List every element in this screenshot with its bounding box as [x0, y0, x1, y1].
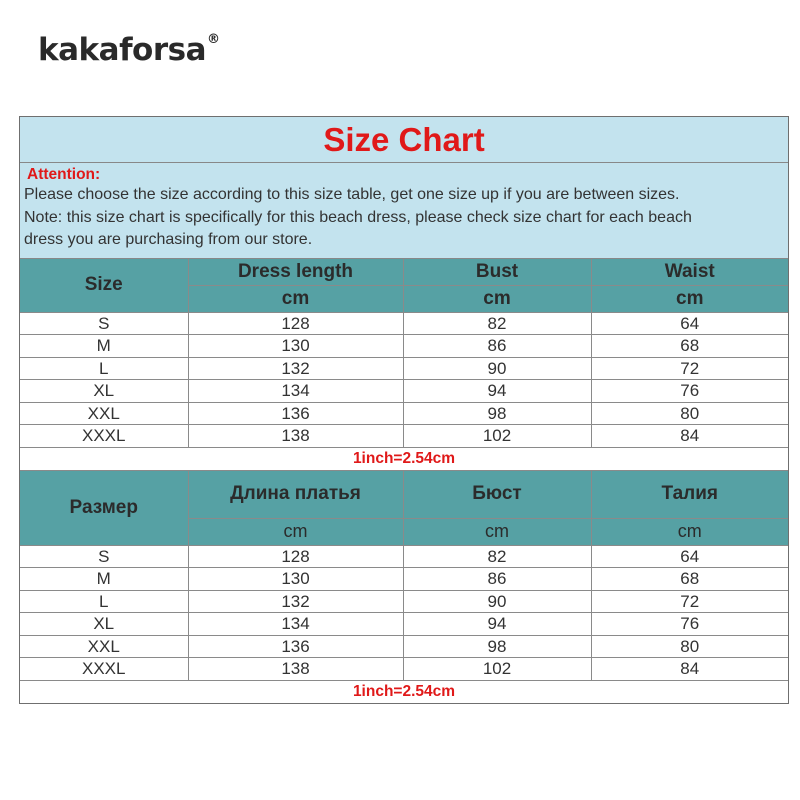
- size-cell: L: [20, 357, 188, 380]
- size-cell: S: [20, 312, 188, 335]
- unit-cell: cm: [403, 285, 591, 312]
- waist-cell: 80: [591, 402, 788, 425]
- length-cell: 136: [188, 635, 403, 658]
- table-row: [20, 658, 788, 681]
- size-cell: XL: [20, 380, 188, 403]
- header-waist: Талия: [591, 471, 788, 519]
- unit-cell: cm: [403, 518, 591, 545]
- attention-line: dress you are purchasing from our store.: [24, 231, 313, 248]
- table-row: [20, 357, 788, 380]
- waist-cell: 80: [591, 635, 788, 658]
- table-row: [20, 335, 788, 358]
- bust-cell: 94: [403, 613, 591, 636]
- size-cell: S: [20, 545, 188, 568]
- table-row: [20, 402, 788, 425]
- bust-cell: 86: [403, 568, 591, 591]
- waist-cell: 76: [591, 613, 788, 636]
- length-cell: 128: [188, 545, 403, 568]
- unit-cell: cm: [188, 285, 403, 312]
- unit-cell: cm: [591, 285, 788, 312]
- size-cell: XL: [20, 613, 188, 636]
- length-cell: 132: [188, 590, 403, 613]
- header-size: Size: [20, 259, 188, 313]
- bust-cell: 98: [403, 635, 591, 658]
- waist-cell: 68: [591, 568, 788, 591]
- size-cell: XXL: [20, 635, 188, 658]
- length-cell: 134: [188, 380, 403, 403]
- size-table-english: [20, 259, 788, 471]
- header-waist: Waist: [591, 259, 788, 286]
- size-cell: XXL: [20, 402, 188, 425]
- registered-mark: ®: [207, 31, 220, 47]
- attention-notice: [20, 163, 788, 259]
- length-cell: 132: [188, 357, 403, 380]
- bust-cell: 90: [403, 357, 591, 380]
- header-size: Размер: [20, 471, 188, 546]
- unit-cell: cm: [591, 518, 788, 545]
- bust-cell: 102: [403, 425, 591, 448]
- bust-cell: 98: [403, 402, 591, 425]
- size-cell: L: [20, 590, 188, 613]
- waist-cell: 68: [591, 335, 788, 358]
- size-chart: [19, 116, 789, 704]
- waist-cell: 84: [591, 425, 788, 448]
- bust-cell: 102: [403, 658, 591, 681]
- unit-cell: cm: [188, 518, 403, 545]
- table-row: [20, 568, 788, 591]
- size-table-russian: [20, 471, 788, 703]
- table-row: [20, 380, 788, 403]
- size-chart-title-bar: [20, 117, 788, 163]
- bust-cell: 94: [403, 380, 591, 403]
- waist-cell: 72: [591, 590, 788, 613]
- header-dress-length: Длина платья: [188, 471, 403, 519]
- size-cell: XXXL: [20, 658, 188, 681]
- length-cell: 130: [188, 335, 403, 358]
- length-cell: 138: [188, 425, 403, 448]
- header-bust: Bust: [403, 259, 591, 286]
- attention-label: Attention:: [27, 166, 101, 183]
- attention-line: Note: this size chart is specifically for this beach dress, please check size chart for each beach: [24, 208, 692, 226]
- length-cell: 128: [188, 312, 403, 335]
- inch-conversion-note: 1inch=2.54cm: [20, 680, 788, 703]
- inch-conversion-note: 1inch=2.54cm: [20, 447, 788, 470]
- table-row: [20, 545, 788, 568]
- brand-name: kakaforsa: [38, 32, 207, 68]
- length-cell: 136: [188, 402, 403, 425]
- waist-cell: 72: [591, 357, 788, 380]
- bust-cell: 82: [403, 312, 591, 335]
- table-row: [20, 312, 788, 335]
- size-chart-title: Size Chart: [323, 120, 485, 158]
- waist-cell: 64: [591, 545, 788, 568]
- size-cell: M: [20, 335, 188, 358]
- bust-cell: 82: [403, 545, 591, 568]
- header-dress-length: Dress length: [188, 259, 403, 286]
- waist-cell: 64: [591, 312, 788, 335]
- size-cell: XXXL: [20, 425, 188, 448]
- bust-cell: 90: [403, 590, 591, 613]
- bust-cell: 86: [403, 335, 591, 358]
- brand-logo: [38, 32, 220, 68]
- table-row: [20, 635, 788, 658]
- table-row: [20, 590, 788, 613]
- table-row: [20, 613, 788, 636]
- waist-cell: 76: [591, 380, 788, 403]
- length-cell: 138: [188, 658, 403, 681]
- table-row: [20, 425, 788, 448]
- waist-cell: 84: [591, 658, 788, 681]
- length-cell: 130: [188, 568, 403, 591]
- length-cell: 134: [188, 613, 403, 636]
- size-cell: M: [20, 568, 188, 591]
- attention-line: Please choose the size according to this size table, get one size up if you are between sizes.: [24, 186, 680, 203]
- header-bust: Бюст: [403, 471, 591, 519]
